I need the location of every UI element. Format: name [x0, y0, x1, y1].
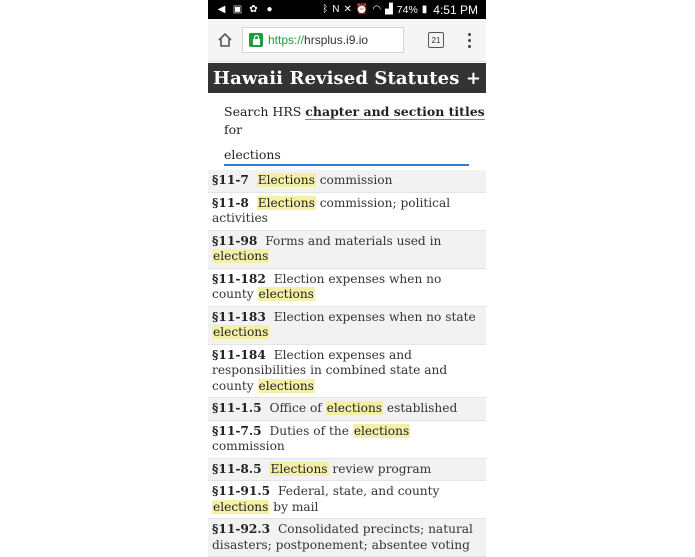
section-title-text: Election expenses when no state — [273, 309, 476, 324]
tab-switcher-button[interactable]: 21 — [428, 32, 444, 48]
section-title-text: commission — [315, 173, 393, 187]
search-prefix: Search HRS — [224, 104, 306, 119]
section-number: §11-7 — [212, 173, 249, 187]
section-number: §11-182 — [212, 271, 266, 286]
section-title-text: Office of — [269, 401, 326, 415]
result-row[interactable] — [208, 193, 486, 231]
overflow-menu-icon[interactable] — [460, 33, 478, 48]
result-row[interactable] — [208, 231, 486, 269]
results-list — [208, 170, 486, 557]
result-row[interactable] — [208, 481, 486, 519]
bluetooth-icon: ᛒ — [322, 4, 329, 15]
url-scheme: https:// — [268, 33, 305, 47]
section-title-text: Consolidated precincts; natural disasters; postponement; absentee voting — [212, 522, 473, 552]
result-row[interactable] — [208, 421, 486, 459]
result-row[interactable] — [208, 170, 486, 193]
section-number: §11-92.3 — [212, 522, 271, 536]
highlighted-term: elections — [258, 378, 314, 393]
result-row[interactable] — [208, 269, 486, 307]
chat-notification-icon: ● — [266, 4, 273, 15]
section-number: §11-91.5 — [212, 484, 271, 498]
highlighted-term: Elections — [270, 461, 328, 476]
nfc-icon: N — [332, 4, 340, 15]
highlighted-term: elections — [258, 287, 314, 301]
section-title-text: Federal, state, and county — [277, 484, 440, 498]
home-icon — [217, 32, 233, 48]
back-notification-icon: ◀ — [217, 4, 226, 15]
search-mode-link[interactable]: chapter and section titles — [305, 104, 485, 119]
section-title-text: review program — [328, 461, 432, 476]
search-label — [224, 103, 486, 139]
result-row[interactable] — [208, 307, 486, 345]
battery-icon: ▮ — [421, 4, 428, 15]
section-number: §11-1.5 — [212, 401, 262, 415]
highlighted-term: elections — [326, 401, 383, 415]
highlighted-term: elections — [213, 325, 269, 339]
section-title-text: commission; political activities — [212, 195, 451, 225]
browser-toolbar — [208, 19, 486, 62]
section-number: §11-8 — [212, 195, 249, 210]
highlighted-term: elections — [353, 423, 410, 438]
url-host: hrsplus.i9.io — [304, 33, 369, 47]
section-title-text: Election expenses and responsibilities in combined state and county — [212, 347, 448, 393]
app-notification-icon: ✿ — [249, 4, 258, 15]
alarm-icon: ⏰ — [355, 4, 369, 15]
home-button[interactable] — [208, 32, 242, 48]
section-title-text: Forms and materials used in — [265, 233, 442, 248]
clock: 4:51 PM — [433, 2, 478, 17]
search-area — [208, 93, 486, 166]
highlighted-term: elections — [213, 499, 269, 514]
highlighted-term: Elections — [257, 173, 315, 187]
section-number: §11-184 — [212, 347, 266, 362]
status-bar — [208, 0, 486, 19]
search-suffix: for — [224, 122, 243, 137]
section-title-text: Duties of the — [269, 423, 353, 438]
url-bar[interactable] — [242, 27, 404, 53]
search-input[interactable] — [224, 145, 469, 166]
result-row[interactable] — [208, 459, 486, 482]
section-title-text: Election expenses when no county — [212, 271, 442, 301]
section-number: §11-98 — [212, 233, 258, 248]
section-title-text: by mail — [269, 499, 319, 514]
highlighted-term: elections — [213, 249, 269, 263]
section-title-text: commission — [212, 439, 285, 453]
image-notification-icon: ▣ — [232, 4, 243, 15]
section-number: §11-7.5 — [212, 423, 262, 438]
lock-icon — [249, 33, 263, 47]
signal-icon: ▟ — [385, 4, 393, 15]
battery-percent: 74% — [396, 3, 418, 16]
page-title[interactable]: Hawaii Revised Statutes + — [208, 63, 486, 93]
section-number: §11-183 — [212, 309, 266, 324]
section-number: §11-8.5 — [212, 461, 262, 476]
highlighted-term: Elections — [257, 195, 315, 210]
section-title-text: established — [383, 401, 458, 415]
result-row[interactable] — [208, 519, 486, 557]
result-row[interactable] — [208, 345, 486, 399]
phone-screen — [208, 0, 486, 552]
result-row[interactable] — [208, 398, 486, 421]
mute-icon: ✕ — [343, 4, 352, 15]
wifi-icon: ◠ — [372, 4, 382, 15]
